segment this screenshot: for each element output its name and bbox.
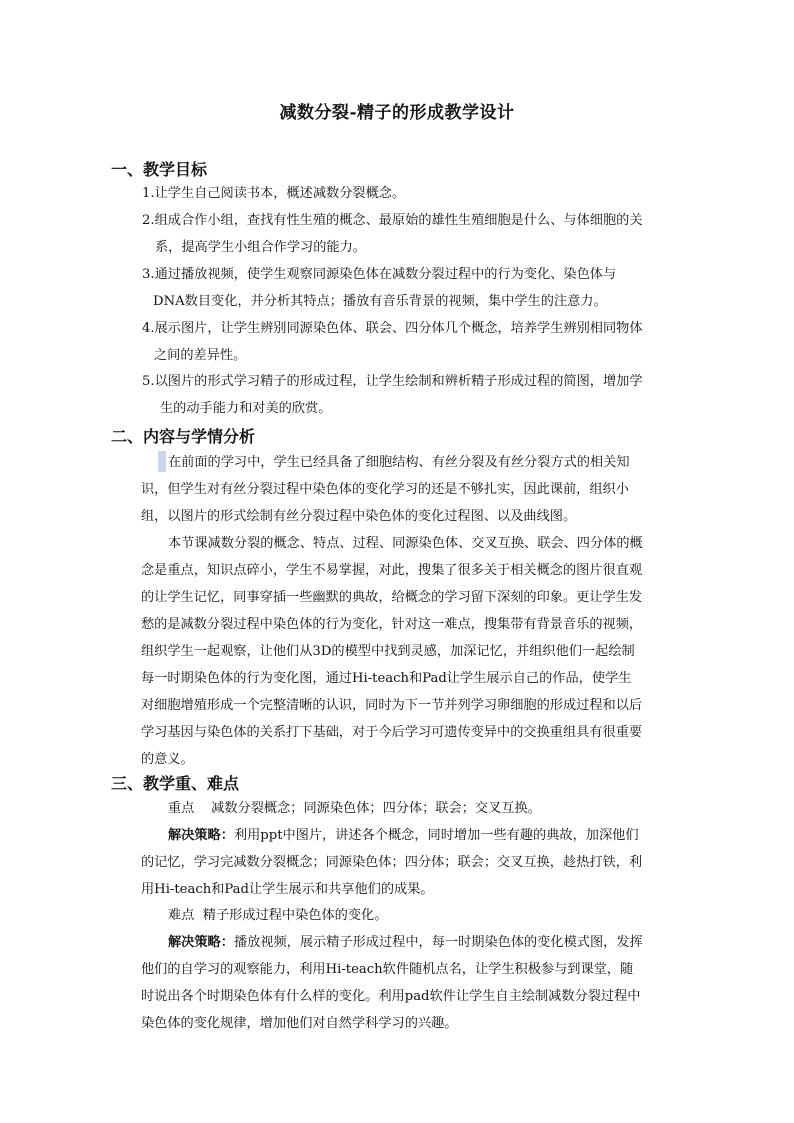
paragraph-2-line-5: 组织学生一起观察，让他们从3D的模型中找到灵感，加深记忆，并组织他们一起绘制 (141, 644, 635, 659)
document-title: 减数分裂-精子的形成教学设计 (279, 103, 515, 123)
strategy-2-label: 解决策略： (168, 935, 234, 950)
paragraph-2-line-7: 对细胞增殖形成一个完整清晰的认识，同时为下一节并列学习卵细胞的形成过程和以后 (141, 698, 643, 713)
section-heading-content-analysis: 二、内容与学情分析 (111, 427, 256, 446)
paragraph-1-line-2: 识，但学生对有丝分裂过程中染色体的变化学习的还是不够扎实，因此课前，组织小 (141, 482, 629, 497)
strategy-1-text: 利用ppt中图片，讲述各个概念，同时增加一些有趣的典故，加深他们 (233, 828, 639, 843)
paragraph-2-line-8: 学习基因与染色体的关系打下基础，对于今后学习可遗传变异中的交换重组具有很重要 (141, 725, 643, 740)
section-heading-teaching-goals: 一、教学目标 (111, 160, 208, 179)
strategy-2-line-1 (168, 935, 643, 951)
strategy-1-line-2: 的记忆，学习完减数分裂概念；同源染色体；四分体；联会；交叉互换，趁热打铁，利 (141, 855, 643, 870)
goal-item-2-line-2: 系，提高学生小组合作学习的能力。 (155, 240, 366, 255)
strategy-1-label: 解决策略： (168, 828, 234, 843)
goal-item-2-line-1: 2.组成合作小组，查找有性生殖的概念、最原始的雄性生殖细胞是什么、与体细胞的关 (142, 213, 643, 228)
paragraph-2-line-9: 的意义。 (141, 752, 194, 767)
goal-item-5-line-1: 5.以图片的形式学习精子的形成过程，让学生绘制和辨析精子形成过程的简图，增加学 (142, 374, 643, 389)
goal-item-4-line-2: 之间的差异性。 (154, 348, 247, 363)
goal-item-3-line-2: DNA数目变化，并分析其特点；播放有音乐背景的视频，集中学生的注意力。 (153, 294, 607, 309)
paragraph-1-line-1: 在前面的学习中，学生已经具备了细胞结构、有丝分裂及有丝分裂方式的相关知 (168, 455, 630, 470)
strategy-1-line-1 (168, 828, 639, 844)
paragraph-2-line-4: 愁的是减数分裂过程中染色体的行为变化，针对这一难点，搜集带有背景音乐的视频， (141, 617, 643, 632)
goal-item-3-line-1: 3.通过播放视频，使学生观察同源染色体在减数分裂过程中的行为变化、染色体与 (142, 267, 617, 282)
strategy-2-text: 播放视频，展示精子形成过程中，每一时期染色体的变化模式图，发挥 (233, 935, 643, 950)
strategy-2-line-2: 他们的自学习的观察能力，利用Hi-teach软件随机点名，让学生积极参与到课堂，随 (141, 962, 634, 977)
key-point-line: 重点 减数分裂概念；同源染色体；四分体；联会；交叉互换。 (168, 801, 541, 816)
goal-item-4-line-1: 4.展示图片，让学生辨别同源染色体、联会、四分体几个概念，培养学生辨别相同物体 (142, 321, 643, 336)
paragraph-2-line-2: 念是重点，知识点碎小，学生不易掌握，对此，搜集了很多关于相关概念的图片很直观 (141, 563, 643, 578)
goal-item-5-line-2: 生的动手能力和对美的欣赏。 (160, 401, 332, 416)
text-cursor-highlight (158, 451, 166, 472)
difficult-point-line: 难点 精子形成过程中染色体的变化。 (168, 908, 388, 923)
strategy-2-line-4: 染色体的变化规律，增加他们对自然学科学习的兴趣。 (141, 1016, 458, 1031)
paragraph-2-line-3: 的让学生记忆，同事穿插一些幽默的典故，给概念的学习留下深刻的印象。更让学生发 (141, 590, 643, 605)
strategy-2-line-3: 时说出各个时期染色体有什么样的变化。利用pad软件让学生自主绘制减数分裂过程中 (141, 989, 641, 1004)
section-heading-key-difficult-points: 三、教学重、难点 (111, 774, 240, 793)
paragraph-2-line-1: 本节课减数分裂的概念、特点、过程、同源染色体、交叉互换、联会、四分体的概 (168, 536, 643, 551)
paragraph-2-line-6: 每一时期染色体的行为变化图，通过Hi-teach和Pad让学生展示自己的作品，使学生 (141, 671, 632, 686)
paragraph-1-line-3: 组，以图片的形式绘制有丝分裂过程中染色体的变化过程图、以及曲线图。 (141, 509, 577, 524)
strategy-1-line-3: 用Hi-teach和Pad让学生展示和共享他们的成果。 (141, 882, 434, 897)
goal-item-1: 1.让学生自己阅读书本，概述减数分裂概念。 (142, 186, 406, 201)
